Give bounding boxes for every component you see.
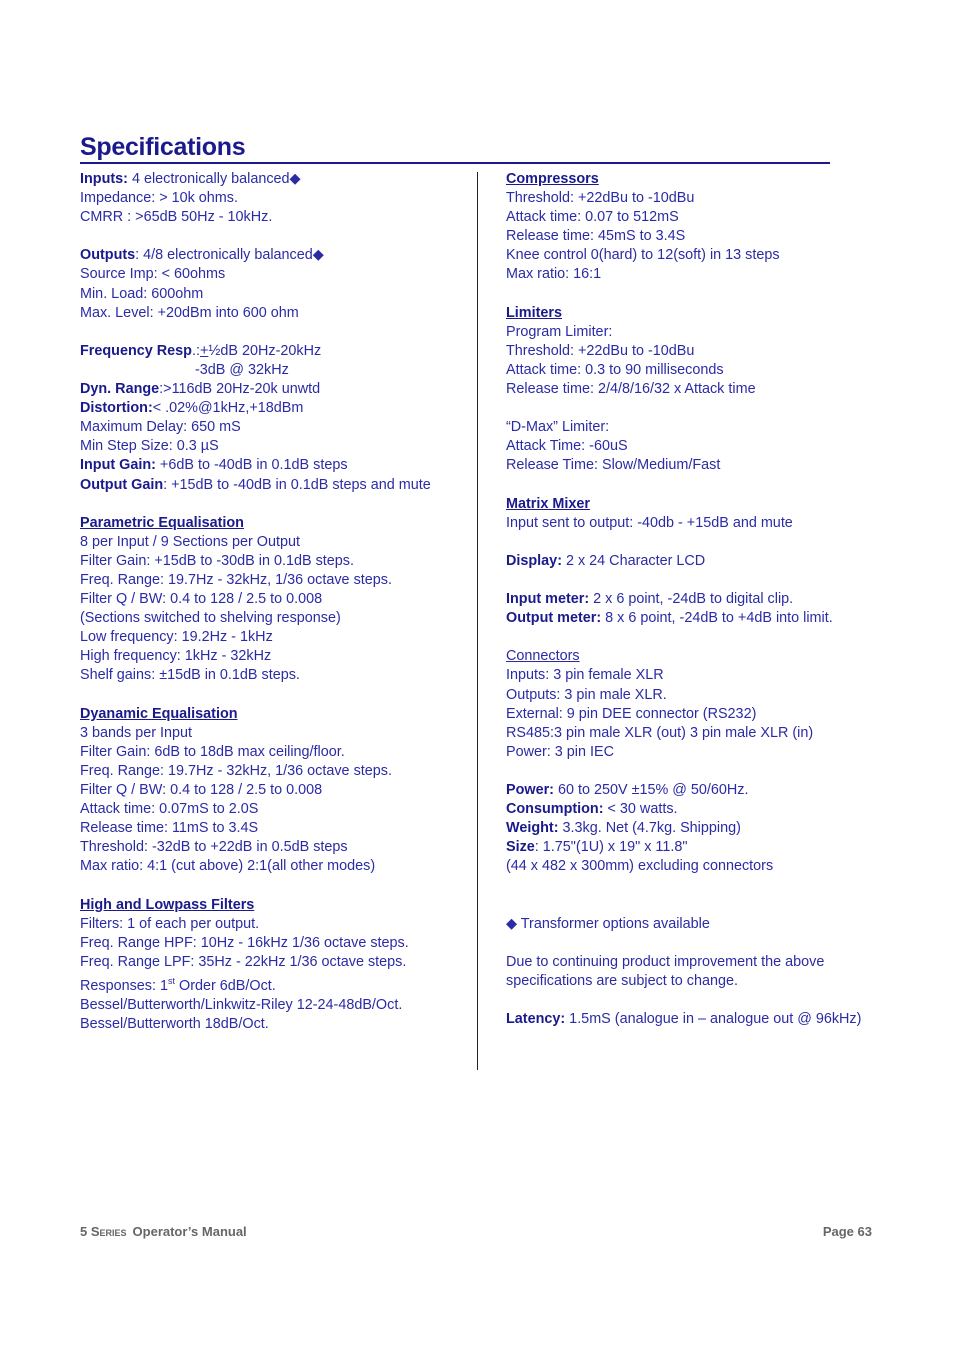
page-title: Specifications [80,133,246,161]
input-gain-spec: Input Gain: +6dB to -40dB in 0.1dB steps [80,457,348,474]
inputs-spec: Inputs: 4 electronically balanced◆ [80,171,301,187]
parametric-eq-line: Shelf gains: ±15dB in 0.1dB steps. [80,667,300,684]
connectors-line: Inputs: 3 pin female XLR [506,667,664,684]
parametric-eq-heading: Parametric Equalisation [80,514,244,531]
connectors-line: Power: 3 pin IEC [506,743,614,760]
filters-line: Freq. Range HPF: 10Hz - 16kHz 1/36 octave steps. [80,934,409,951]
connectors-line: External: 9 pin DEE connector (RS232) [506,705,757,722]
column-divider [477,172,478,1070]
parametric-eq-line: Filter Q / BW: 0.4 to 128 / 2.5 to 0.008 [80,591,323,608]
min-step-spec: Min Step Size: 0.3 µS [80,438,219,455]
dynamic-range-spec: Dyn. Range:>116dB 20Hz-20k unwtd [80,381,321,398]
compressors-line: Knee control 0(hard) to 12(soft) in 13 steps [506,247,780,264]
filters-line: Bessel/Butterworth/Linkwitz-Riley 12-24-48dB/Oct. [80,996,403,1013]
compressors-line: Threshold: +22dBu to -10dBu [506,190,695,207]
right-column [506,170,926,1029]
footer-manual-title: 5 Series Operator’s Manual [80,1224,247,1239]
display-spec: Display: 2 x 24 Character LCD [506,552,706,569]
outputs-spec: Outputs: 4/8 electronically balanced◆ [80,247,324,264]
left-column [80,170,470,1034]
dynamic-eq-line: 3 bands per Input [80,724,193,741]
dynamic-eq-heading: Dyanamic Equalisation [80,705,238,722]
connectors-line: Outputs: 3 pin male XLR. [506,686,667,703]
size-spec: Size: 1.75"(1U) x 19" x 11.8" [506,839,688,856]
compressors-line: Attack time: 0.07 to 512mS [506,209,679,226]
impedance-spec: Impedance: > 10k ohms. [80,190,238,207]
transformer-note: ◆ Transformer options available [506,915,710,932]
filters-line: Freq. Range LPF: 35Hz - 22kHz 1/36 octave steps. [80,953,407,970]
input-meter-spec: Input meter: 2 x 6 point, -24dB to digital clip. [506,591,794,608]
limiters-line: Release time: 2/4/8/16/32 x Attack time [506,381,756,398]
parametric-eq-line: 8 per Input / 9 Sections per Output [80,533,300,550]
output-meter-spec: Output meter: 8 x 6 point, -24dB to +4dB into limit. [506,610,833,627]
min-load-spec: Min. Load: 600ohm [80,285,204,302]
filters-line: Filters: 1 of each per output. [80,915,260,932]
compressors-heading: Compressors [506,171,599,187]
frequency-response-spec: Frequency Resp.:+½dB 20Hz-20kHz [80,342,322,359]
limiters-line: Program Limiter: [506,323,613,340]
max-delay-spec: Maximum Delay: 650 mS [80,419,241,436]
page-number: Page 63 [822,1224,872,1239]
latency-spec: Latency: 1.5mS (analogue in – analogue out @ 96kHz) [506,1011,862,1028]
improvement-note: specifications are subject to change. [506,972,738,989]
parametric-eq-line: Filter Gain: +15dB to -30dB in 0.1dB steps. [80,552,354,569]
power-spec: Power: 60 to 250V ±15% @ 50/60Hz. [506,782,749,798]
connectors-line: RS485:3 pin male XLR (out) 3 pin male XLR (in) [506,724,814,741]
size-metric-spec: (44 x 482 x 300mm) excluding connectors [506,858,774,875]
frequency-response-spec-2: -3dB @ 32kHz [195,361,289,378]
weight-spec: Weight: 3.3kg. Net (4.7kg. Shipping) [506,820,741,837]
parametric-eq-line: (Sections switched to shelving response) [80,610,341,627]
dynamic-eq-line: Freq. Range: 19.7Hz - 32kHz, 1/36 octave steps. [80,762,392,779]
dynamic-eq-line: Filter Gain: 6dB to 18dB max ceiling/floor. [80,743,345,760]
dynamic-eq-line: Threshold: -32dB to +22dB in 0.5dB steps [80,839,348,856]
dynamic-eq-line: Release time: 11mS to 3.4S [80,820,259,837]
dynamic-eq-line: Max ratio: 4:1 (cut above) 2:1(all other modes) [80,858,376,875]
limiters-line: Threshold: +22dBu to -10dBu [506,342,695,359]
compressors-line: Release time: 45mS to 3.4S [506,228,686,245]
series-logo: 5 Series [80,1224,127,1239]
improvement-note: Due to continuing product improvement the above [506,953,825,970]
cmrr-spec: CMRR : >65dB 50Hz - 10kHz. [80,209,273,226]
distortion-spec: Distortion:< .02%@1kHz,+18dBm [80,400,304,417]
filters-heading: High and Lowpass Filters [80,896,255,913]
filters-line: Bessel/Butterworth 18dB/Oct. [80,1015,269,1032]
output-gain-spec: Output Gain: +15dB to -40dB in 0.1dB steps and mute [80,476,431,493]
dmax-line: “D-Max” Limiter: [506,419,610,436]
parametric-eq-line: High frequency: 1kHz - 32kHz [80,648,272,665]
dynamic-eq-line: Filter Q / BW: 0.4 to 128 / 2.5 to 0.008 [80,782,323,798]
consumption-spec: Consumption: < 30 watts. [506,801,678,818]
parametric-eq-line: Low frequency: 19.2Hz - 1kHz [80,629,273,646]
title-underline [80,162,830,164]
matrix-mixer-heading: Matrix Mixer [506,495,590,512]
dynamic-eq-line: Attack time: 0.07mS to 2.0S [80,801,259,818]
limiters-heading: Limiters [506,304,562,321]
limiters-line: Attack time: 0.3 to 90 milliseconds [506,361,724,378]
dmax-line: Release Time: Slow/Medium/Fast [506,457,721,474]
matrix-mixer-line: Input sent to output: -40db - +15dB and mute [506,514,793,531]
parametric-eq-line: Freq. Range: 19.7Hz - 32kHz, 1/36 octave steps. [80,571,392,588]
compressors-line: Max ratio: 16:1 [506,266,602,283]
source-imp-spec: Source Imp: < 60ohms [80,266,226,283]
max-level-spec: Max. Level: +20dBm into 600 ohm [80,304,299,321]
filters-responses-line: Responses: 1st Order 6dB/Oct. [80,975,276,994]
dmax-line: Attack Time: -60uS [506,438,628,455]
connectors-heading: Connectors [506,648,580,665]
